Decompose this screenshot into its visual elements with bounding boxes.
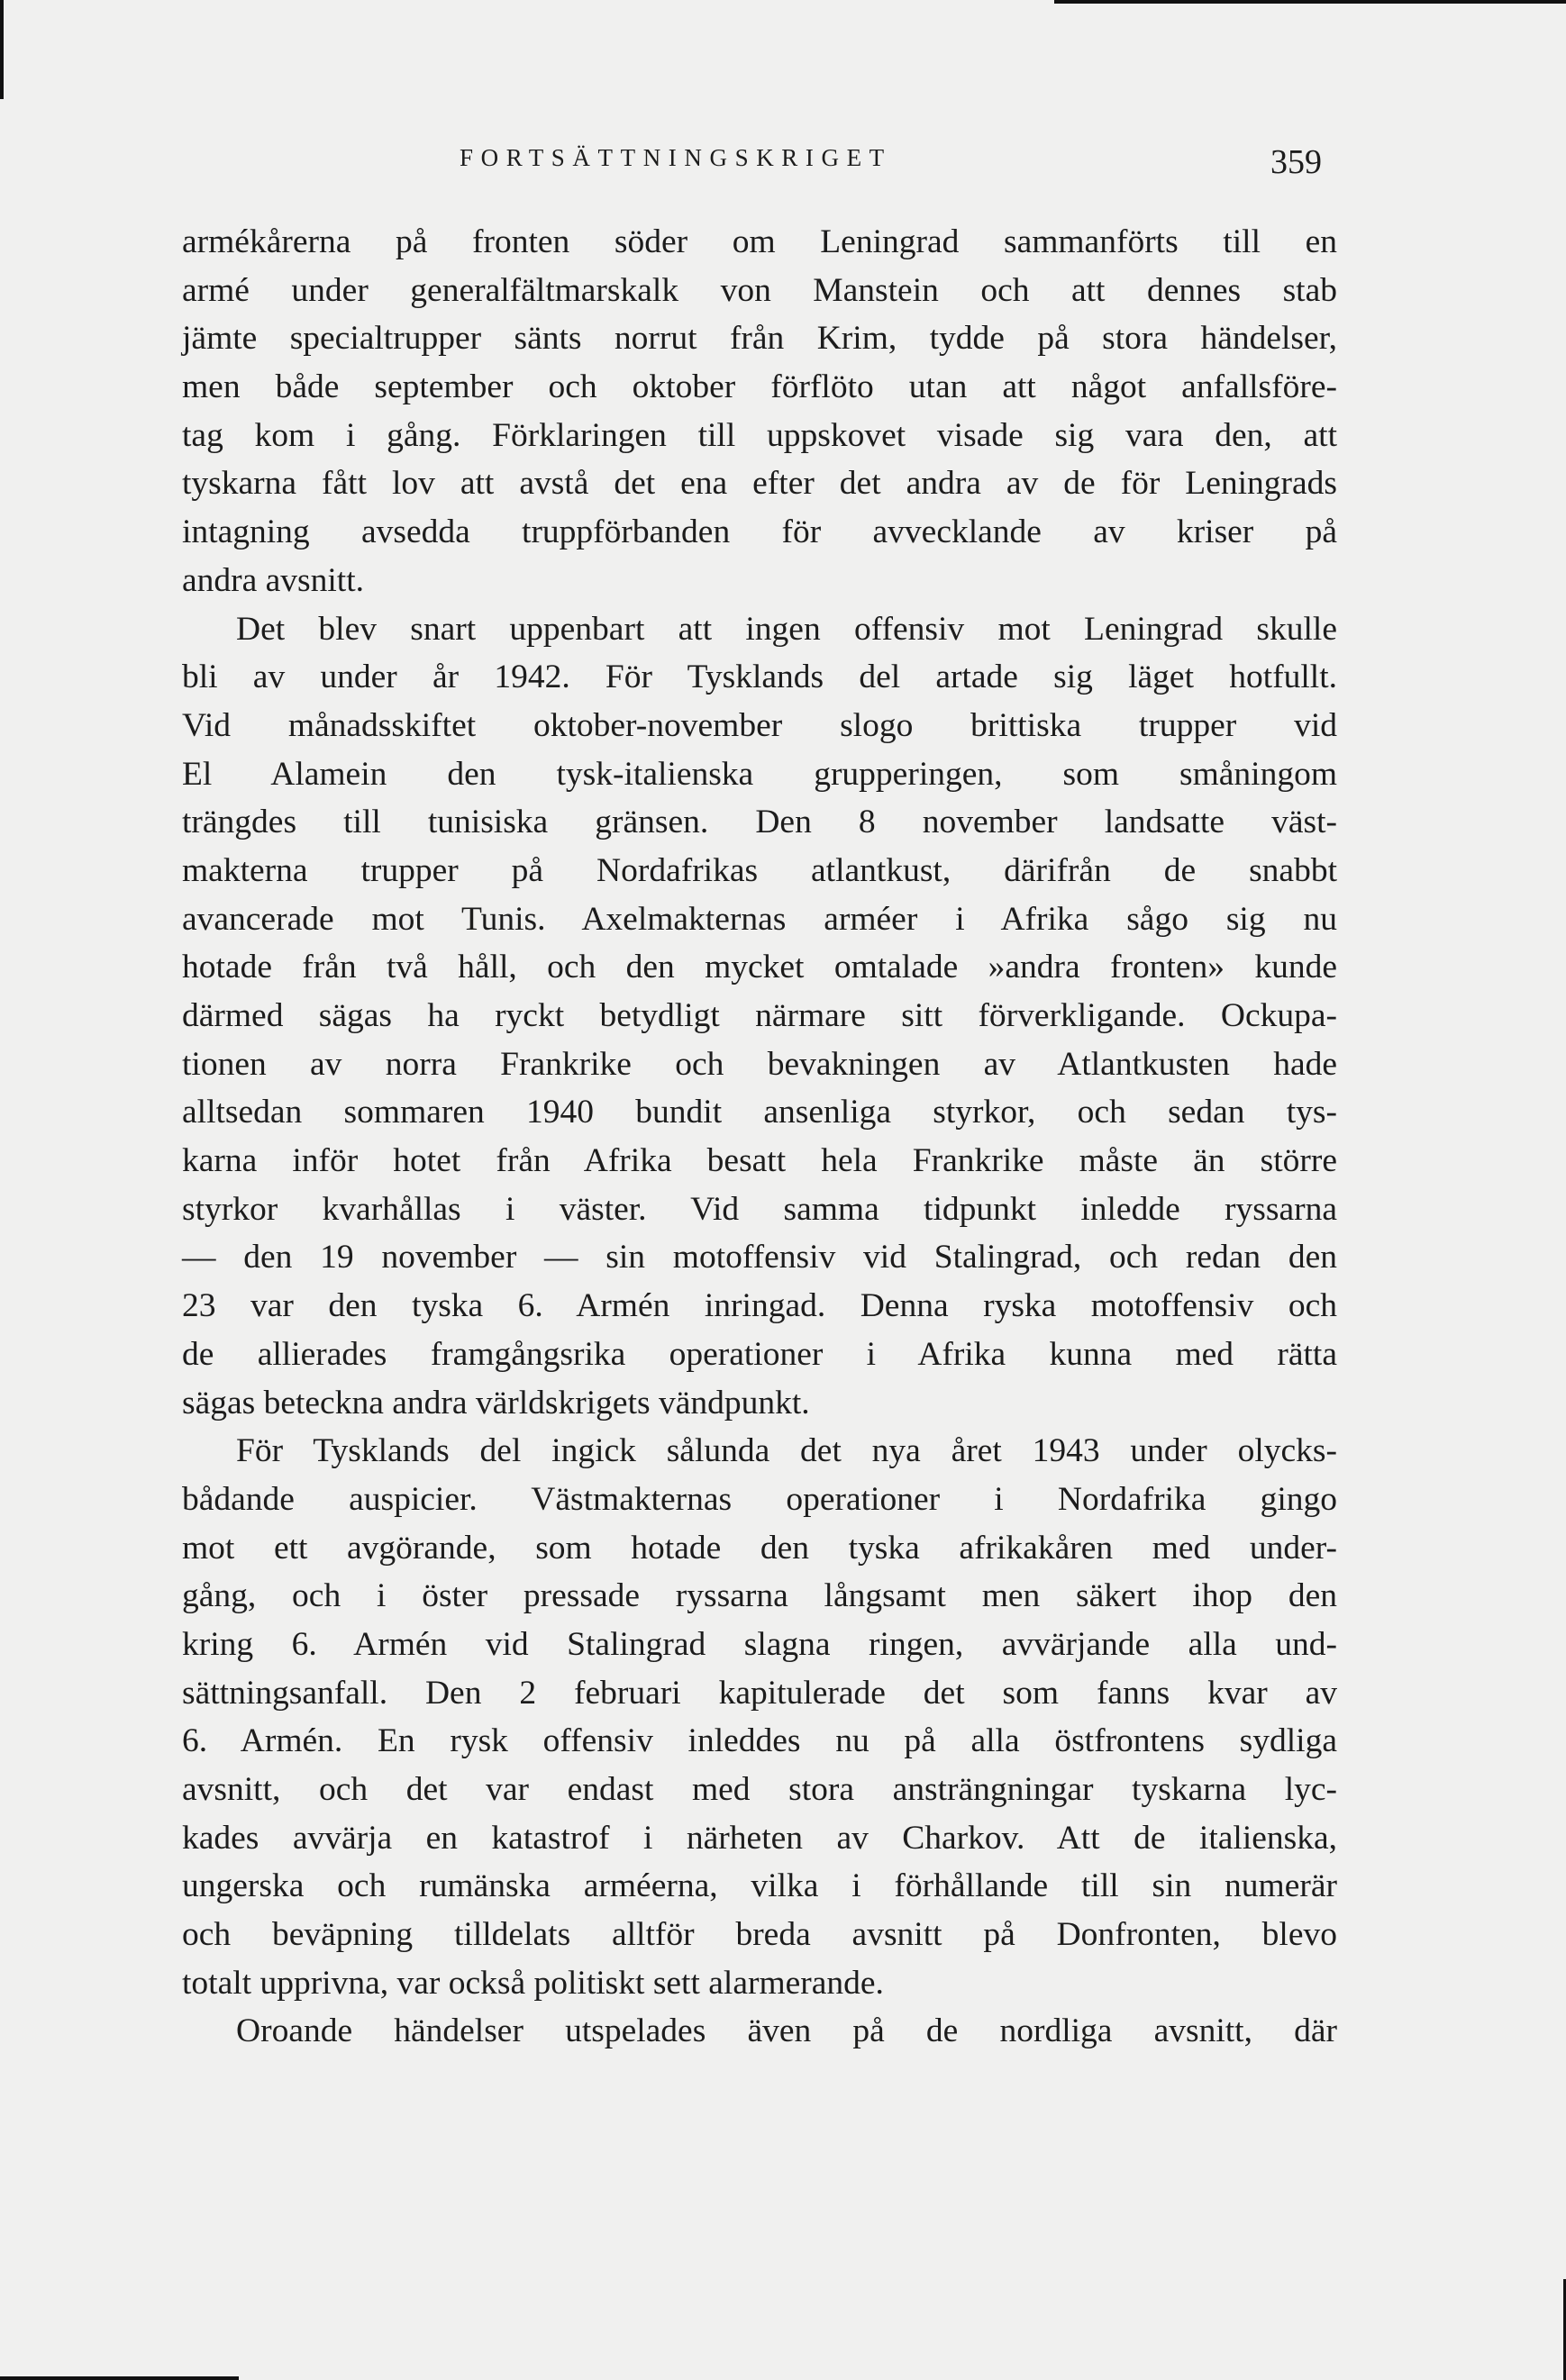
text-line: tag kom i gång. Förklaringen till uppskovet visade sig vara den, att (182, 416, 1337, 454)
scan-edge-bottom (0, 2376, 239, 2380)
text-line: armé under generalfältmarskalk von Manstein och att dennes stab (182, 271, 1337, 309)
text-line: andra avsnitt. (182, 561, 365, 599)
text-line: bli av under år 1942. För Tysklands del artade sig läget hotfullt. (182, 659, 1337, 696)
text-line: hotade från två håll, och den mycket omtalade »andra fronten» kunde (182, 949, 1337, 986)
body-text (182, 218, 1337, 2056)
text-line: styrkor kvarhållas i väster. Vid samma tidpunkt inledde ryssarna (182, 1190, 1337, 1228)
text-line: avancerade mot Tunis. Axelmakternas arméer i Afrika sågo sig nu (182, 900, 1337, 938)
text-line: — den 19 november — sin motoffensiv vid Stalingrad, och redan den (182, 1239, 1337, 1276)
scan-edge-top (1054, 0, 1566, 4)
text-line: och beväpning tilldelats alltför breda avsnitt på Donfronten, blevo (182, 1916, 1337, 1954)
scan-edge-left (0, 0, 4, 99)
text-line: sättningsanfall. Den 2 februari kapitulerade det som fanns kvar av (182, 1674, 1337, 1712)
text-line: kades avvärja en katastrof i närheten av Charkov. Att de italienska, (182, 1819, 1337, 1857)
text-line: alltsedan sommaren 1940 bundit ansenliga styrkor, och sedan tys- (182, 1094, 1337, 1131)
text-line: gång, och i öster pressade ryssarna långsamt men säkert ihop den (182, 1577, 1337, 1615)
text-line: Det blev snart uppenbart att ingen offensiv mot Leningrad skulle (236, 610, 1337, 648)
text-line: därmed sägas ha ryckt betydligt närmare sitt förverkligande. Ockupa- (182, 997, 1337, 1034)
text-line: armékårerna på fronten söder om Leningrad sammanförts till en (182, 223, 1337, 260)
text-line: trängdes till tunisiska gränsen. Den 8 november landsatte väst- (182, 804, 1337, 841)
text-line: makterna trupper på Nordafrikas atlantkust, därifrån de snabbt (182, 851, 1337, 889)
paragraph (182, 2007, 1337, 2056)
text-line: 6. Armén. En rysk offensiv inleddes nu på alla östfrontens sydliga (182, 1722, 1337, 1760)
text-line: El Alamein den tysk-italienska grupperingen, som småningom (182, 755, 1337, 793)
running-head: FORTSÄTTNINGSKRIGET (460, 144, 892, 171)
text-line: tyskarna fått lov att avstå det ena efter det andra av de för Leningrads (182, 465, 1337, 503)
text-line: de allierades framgångsrika operationer i Afrika kunna med rätta (182, 1335, 1337, 1373)
text-line: 23 var den tyska 6. Armén inringad. Denna ryska motoffensiv och (182, 1287, 1337, 1325)
text-line: karna inför hotet från Afrika besatt hela Frankrike måste än större (182, 1142, 1337, 1180)
text-line: kring 6. Armén vid Stalingrad slagna ringen, avvärjande alla und- (182, 1625, 1337, 1663)
text-line: För Tysklands del ingick sålunda det nya året 1943 under olycks- (236, 1432, 1337, 1470)
text-line: bådande auspicier. Västmakternas operationer i Nordafrika gingo (182, 1480, 1337, 1518)
text-line: sägas beteckna andra världskrigets vändpunkt. (182, 1384, 810, 1422)
text-line: Oroande händelser utspelades även på de nordliga avsnitt, där (236, 2012, 1337, 2050)
page-number: 359 (1270, 143, 1322, 181)
text-line: avsnitt, och det var endast med stora ansträngningar tyskarna lyc- (182, 1771, 1337, 1808)
text-line: Vid månadsskiftet oktober-november slogo brittiska trupper vid (182, 706, 1337, 744)
text-line: jämte specialtrupper sänts norrut från Krim, tydde på stora händelser, (182, 320, 1337, 358)
text-line: totalt upprivna, var också politiskt sett alarmerande. (182, 1964, 884, 2002)
paragraph (182, 605, 1337, 1428)
text-line: ungerska och rumänska arméerna, vilka i förhållande till sin numerär (182, 1867, 1337, 1905)
paragraph (182, 218, 1337, 605)
text-line: mot ett avgörande, som hotade den tyska afrikakåren med under- (182, 1529, 1337, 1567)
text-line: men både september och oktober förflöto utan att något anfallsföre- (182, 368, 1337, 406)
text-line: intagning avsedda truppförbanden för avvecklande av kriser på (182, 513, 1337, 551)
text-line: tionen av norra Frankrike och bevakningen av Atlantkusten hade (182, 1045, 1337, 1083)
paragraph (182, 1427, 1337, 2007)
